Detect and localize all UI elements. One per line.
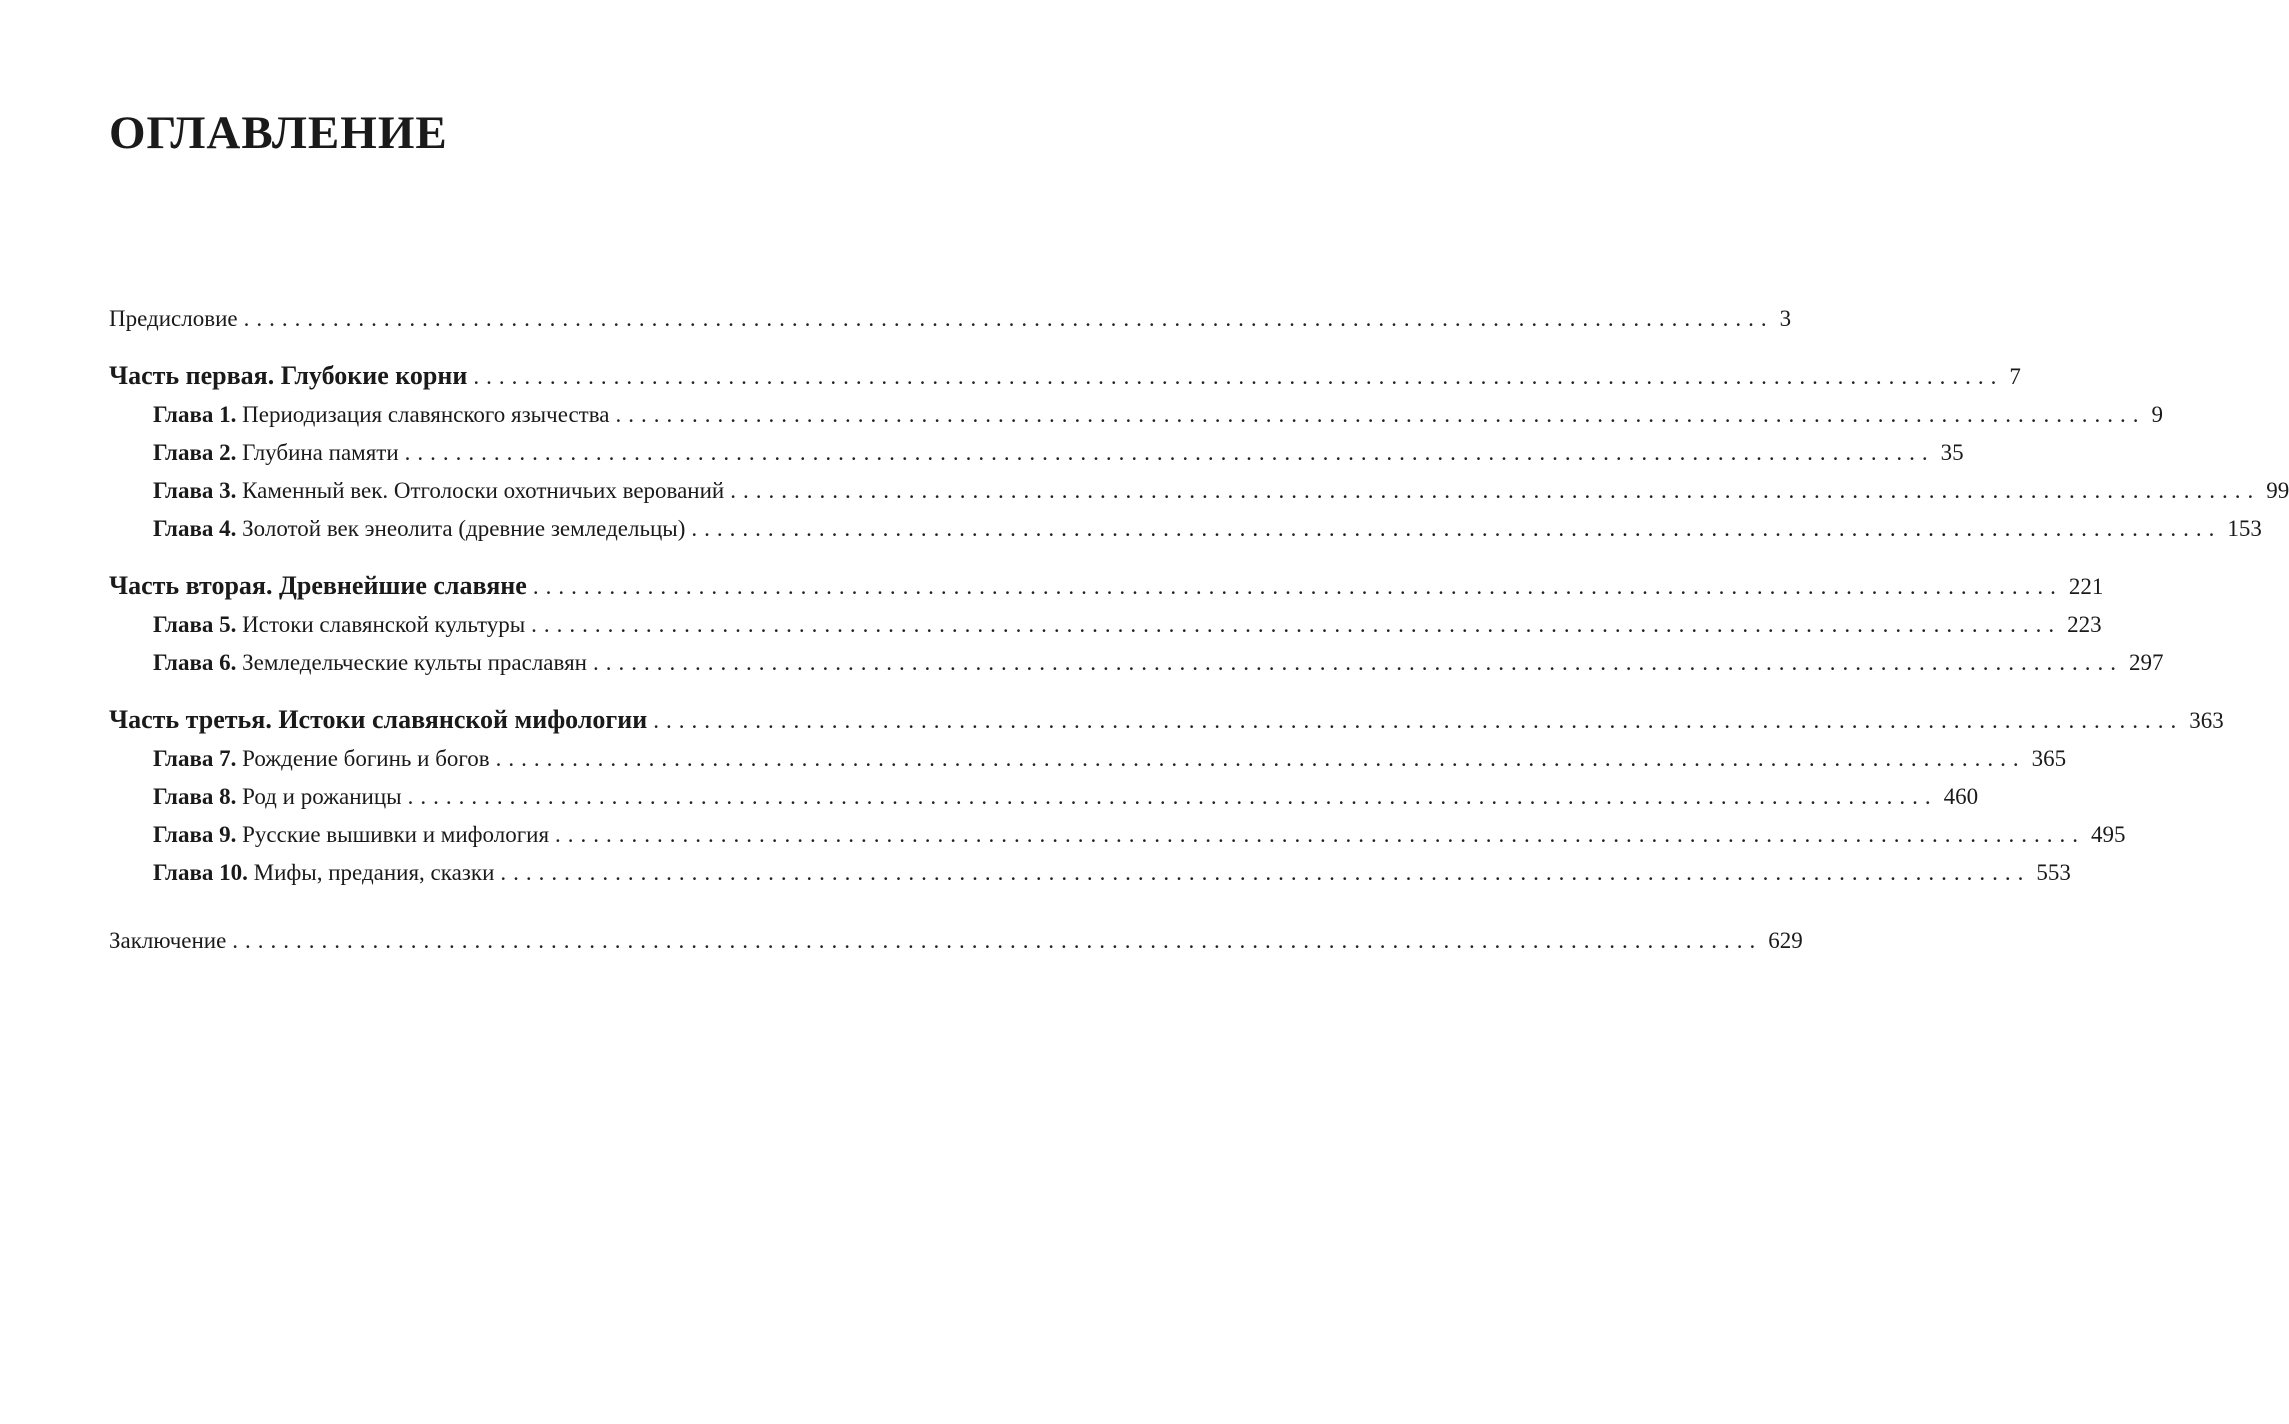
- chapter-title: Периодизация славянского язычества: [242, 402, 610, 427]
- part-label: Часть первая. Глубокие корни: [109, 361, 468, 390]
- toc-entry-conclusion: [109, 922, 1803, 960]
- chapter-title: Русские вышивки и мифология: [242, 822, 550, 847]
- part-label: Часть вторая. Древнейшие славяне: [109, 571, 527, 600]
- page-number: 99: [2266, 478, 2289, 503]
- page-number: 365: [2031, 746, 2067, 771]
- dot-leader: ........................................................................................................................: [531, 612, 2062, 637]
- page-number: 223: [2067, 612, 2102, 637]
- entry-label: Предисловие: [109, 306, 238, 331]
- page-title: ОГЛАВЛЕНИЕ: [109, 107, 448, 159]
- chapter-title: Род и рожаницы: [242, 784, 402, 809]
- toc-part-1: [109, 356, 2021, 396]
- chapter-number: Глава 1.: [153, 402, 237, 427]
- dot-leader: ........................................................................................................................: [473, 364, 2004, 389]
- part-label: Часть третья. Истоки славянской мифологии: [109, 705, 648, 734]
- page-number: 553: [2036, 860, 2071, 885]
- toc-chapter-6: [109, 644, 2164, 682]
- toc-chapter-5: [109, 606, 2102, 644]
- page-number: 629: [1768, 928, 1803, 953]
- toc-chapter-3: [109, 472, 2289, 510]
- dot-leader: ........................................................................................................................: [495, 746, 2026, 771]
- page-number: 9: [2151, 402, 2163, 427]
- table-of-contents: [109, 300, 2289, 960]
- toc-part-3: [109, 700, 2224, 740]
- chapter-number: Глава 2.: [153, 440, 237, 465]
- dot-leader: ........................................................................................................................: [407, 784, 1938, 809]
- page-number: 363: [2189, 708, 2224, 733]
- toc-chapter-9: [109, 816, 2126, 854]
- chapter-number: Глава 6.: [153, 650, 237, 675]
- dot-leader: ........................................................................................................................: [532, 574, 2063, 599]
- dot-leader: ........................................................................................................................: [691, 516, 2222, 541]
- toc-entry-preface: [109, 300, 1792, 338]
- page-number: 221: [2068, 574, 2104, 599]
- chapter-number: Глава 4.: [153, 516, 237, 541]
- dot-leader: ........................................................................................................................: [730, 478, 2261, 503]
- page-number: 297: [2128, 650, 2164, 675]
- page-number: 3: [1779, 306, 1792, 331]
- chapter-title: Истоки славянской культуры: [242, 612, 526, 637]
- chapter-number: Глава 10.: [153, 860, 248, 885]
- chapter-number: Глава 7.: [153, 746, 237, 771]
- chapter-title: Рождение богинь и богов: [242, 746, 490, 771]
- dot-leader: ........................................................................................................................: [500, 860, 2031, 885]
- chapter-title: Золотой век энеолита (древние земледельцы): [242, 516, 686, 541]
- chapter-number: Глава 5.: [153, 612, 237, 637]
- toc-part-2: [109, 566, 2104, 606]
- dot-leader: ........................................................................................................................: [404, 440, 1935, 465]
- dot-leader: ........................................................................................................................: [243, 306, 1774, 331]
- dot-leader: ........................................................................................................................: [653, 708, 2184, 733]
- chapter-title: Земледельческие культы праславян: [242, 650, 587, 675]
- toc-chapter-7: [109, 740, 2067, 778]
- toc-chapter-4: [109, 510, 2262, 548]
- toc-chapter-2: [109, 434, 1964, 472]
- dot-leader: ........................................................................................................................: [555, 822, 2086, 847]
- page-number: 460: [1943, 784, 1979, 809]
- toc-chapter-10: [109, 854, 2071, 892]
- page-number: 35: [1940, 440, 1964, 465]
- chapter-title: Глубина памяти: [242, 440, 399, 465]
- page-number: 7: [2009, 364, 2021, 389]
- chapter-title: Мифы, предания, сказки: [253, 860, 495, 885]
- entry-label: Заключение: [109, 928, 227, 953]
- page-number: 153: [2227, 516, 2262, 541]
- chapter-title: Каменный век. Отголоски охотничьих верований: [242, 478, 725, 503]
- toc-chapter-8: [109, 778, 1979, 816]
- dot-leader: ........................................................................................................................: [232, 928, 1763, 953]
- chapter-number: Глава 9.: [153, 822, 237, 847]
- dot-leader: ........................................................................................................................: [615, 402, 2146, 427]
- chapter-number: Глава 3.: [153, 478, 237, 503]
- dot-leader: ........................................................................................................................: [592, 650, 2123, 675]
- chapter-number: Глава 8.: [153, 784, 237, 809]
- page-number: 495: [2091, 822, 2126, 847]
- toc-chapter-1: [109, 396, 2163, 434]
